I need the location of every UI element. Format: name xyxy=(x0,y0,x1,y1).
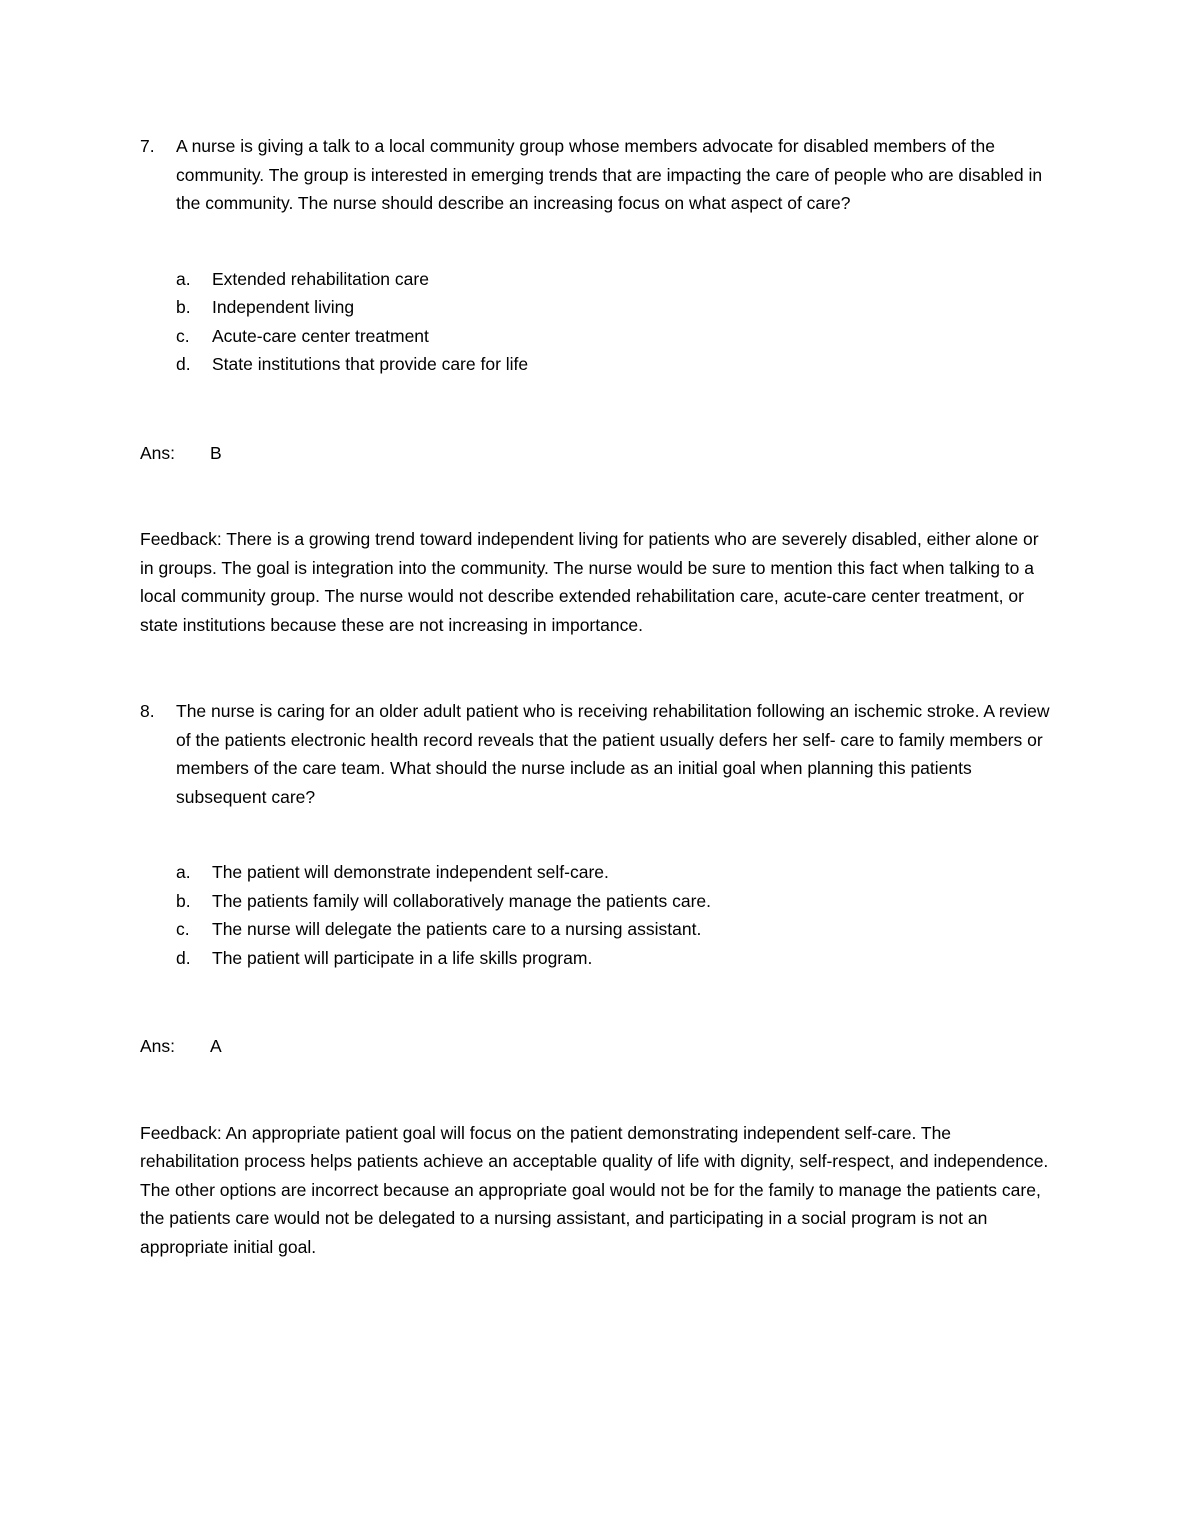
options-list xyxy=(140,858,1050,972)
answer-value: A xyxy=(210,1036,222,1056)
option-letter: a. xyxy=(176,268,191,289)
option-d[interactable] xyxy=(176,350,1050,379)
feedback-text: Feedback: There is a growing trend toward independent living for patients who are severely disabled, either alone or in groups. The goal is integration into the community. The nurse would be sure to mention this fact when talking to a local community group. The nurse would not describe extended rehabilitation care, acute-care center treatment, or state institutions because these are not increasing in importance. xyxy=(140,529,1039,635)
section-spacer xyxy=(140,639,1050,697)
question-number: 8. xyxy=(140,701,155,721)
option-text: Acute-care center treatment xyxy=(212,325,429,346)
question-block xyxy=(140,697,1050,1261)
question-stem-row xyxy=(140,697,1050,811)
option-c[interactable] xyxy=(176,322,1050,351)
answer-label: Ans: xyxy=(140,442,176,463)
question-text: A nurse is giving a talk to a local community group whose members advocate for disabled members of the community. The group is interested in emerging trends that are impacting the care of people who are disabled in the community. The nurse should describe an increasing focus on what aspect of care? xyxy=(176,136,1043,213)
option-text: The patient will participate in a life skills program. xyxy=(212,947,593,968)
option-letter: b. xyxy=(176,890,191,911)
answer-row xyxy=(140,1032,1050,1061)
answer-label: Ans: xyxy=(140,1036,176,1056)
option-text: Extended rehabilitation care xyxy=(212,268,429,289)
option-letter: b. xyxy=(176,297,191,317)
question-text: The nurse is caring for an older adult patient who is receiving rehabilitation following an ischemic stroke. A review of the patients electronic health record reveals that the patient usually defers her self- care to family members or members of the care team. What should the nurse include as an initial goal when planning this patients subsequent care? xyxy=(176,701,1050,807)
option-letter: c. xyxy=(176,919,190,939)
question-number: 7. xyxy=(140,136,155,156)
option-a[interactable] xyxy=(176,858,1050,887)
option-letter: a. xyxy=(176,862,191,882)
option-letter: d. xyxy=(176,947,191,968)
option-text: The nurse will delegate the patients care to a nursing assistant. xyxy=(212,919,702,939)
question-stem-row xyxy=(140,132,1050,218)
feedback-text: Feedback: An appropriate patient goal will focus on the patient demonstrating independent self-care. The rehabilitation process helps patients achieve an acceptable quality of life with dignity, self-respect, and independence. The other options are incorrect because an appropriate goal would not be for the family to manage the patients care, the patients care would not be delegated to a nursing assistant, and participating in a social program is not an appropriate initial goal. xyxy=(140,1122,1049,1257)
option-a[interactable] xyxy=(176,265,1050,294)
option-text: State institutions that provide care for life xyxy=(212,354,529,374)
options-list xyxy=(140,265,1050,379)
answer-row xyxy=(140,439,1050,468)
option-d[interactable] xyxy=(176,944,1050,973)
option-letter: c. xyxy=(176,325,190,346)
option-text: Independent living xyxy=(212,297,355,317)
option-text: The patient will demonstrate independent self-care. xyxy=(212,862,609,882)
option-text: The patients family will collaboratively manage the patients care. xyxy=(212,890,711,911)
option-b[interactable] xyxy=(176,887,1050,916)
option-c[interactable] xyxy=(176,915,1050,944)
option-letter: d. xyxy=(176,354,191,374)
option-b[interactable] xyxy=(176,293,1050,322)
question-block xyxy=(140,132,1050,639)
answer-value: B xyxy=(210,442,222,463)
